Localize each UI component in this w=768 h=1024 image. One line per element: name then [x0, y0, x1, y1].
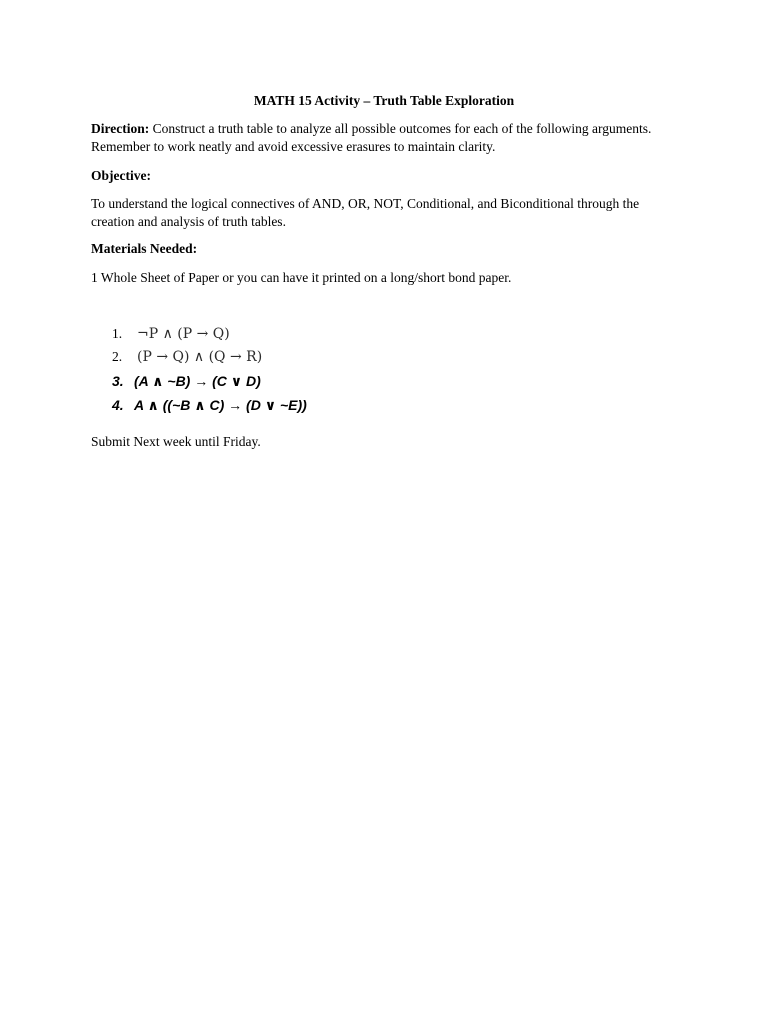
- argument-expression: (P → Q) ∧ (Q → R): [137, 349, 263, 365]
- direction-paragraph: [91, 120, 681, 156]
- objective-text: To understand the logical connectives of AND, OR, NOT, Conditional, and Biconditional through the creation and analysis of truth tables.: [91, 196, 640, 229]
- argument-item: [112, 348, 262, 366]
- argument-item: [112, 373, 261, 391]
- argument-number: 4.: [112, 397, 124, 413]
- objective-heading: Objective:: [91, 168, 151, 183]
- argument-expression: (A ∧ ~B) → (C ∨ D): [134, 373, 261, 389]
- argument-item: [112, 397, 307, 415]
- argument-number: 2.: [112, 349, 123, 364]
- argument-expression: A ∧ ((~B ∧ C) → (D ∨ ~E)): [134, 397, 307, 413]
- materials-heading: Materials Needed:: [91, 241, 198, 256]
- direction-label: Direction:: [91, 121, 150, 136]
- argument-item: [112, 325, 230, 343]
- argument-number: 1.: [112, 326, 123, 341]
- materials-text: 1 Whole Sheet of Paper or you can have it printed on a long/short bond paper.: [91, 270, 512, 285]
- submission-note: Submit Next week until Friday.: [91, 434, 261, 449]
- argument-expression: ¬P ∧ (P → Q): [137, 326, 230, 342]
- direction-text: Construct a truth table to analyze all possible outcomes for each of the following arguments. Remember to work neatly and avoid excessive erasures to maintain clarity.: [91, 121, 652, 154]
- argument-number: 3.: [112, 373, 124, 389]
- document-title: MATH 15 Activity – Truth Table Exploration: [253, 93, 515, 108]
